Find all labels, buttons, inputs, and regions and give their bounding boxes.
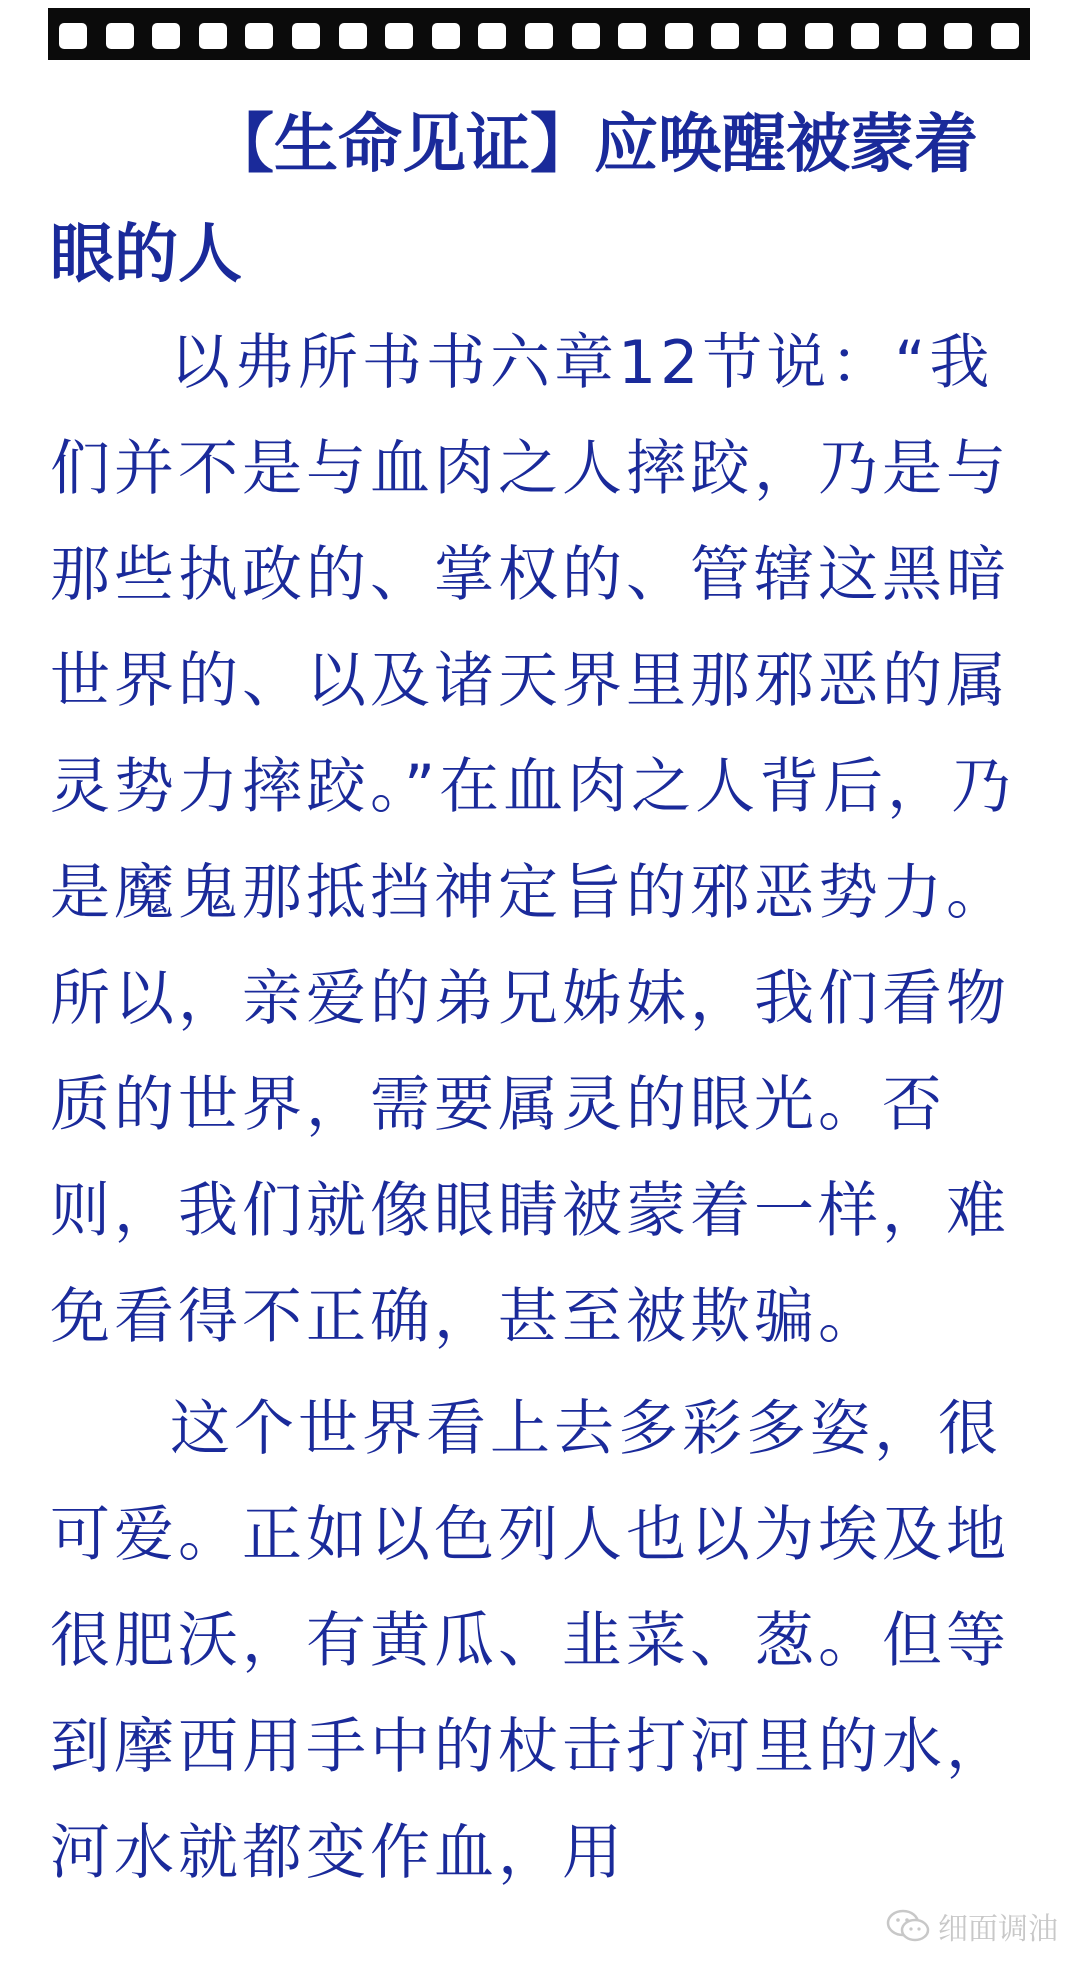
watermark-text: 细面调油 <box>938 1912 1058 1947</box>
wechat-icon <box>886 1909 930 1943</box>
film-hole <box>292 23 320 49</box>
article-body <box>50 90 1030 1906</box>
article-title: 【生命见证】应唤醒被蒙着眼的人 <box>50 108 978 292</box>
film-hole <box>432 23 460 49</box>
film-hole <box>618 23 646 49</box>
film-hole <box>991 23 1019 49</box>
film-hole <box>944 23 972 49</box>
film-strip-banner <box>48 8 1030 60</box>
film-hole <box>898 23 926 49</box>
film-hole <box>106 23 134 49</box>
watermark <box>886 1904 1058 1948</box>
film-hole <box>711 23 739 49</box>
film-hole <box>478 23 506 49</box>
article-paragraph: 这个世界看上去多彩多姿，很可爱。正如以色列人也以为埃及地很肥沃，有黄瓜、韭菜、葱。但等到摩西用手中的杖击打河里的水，河水就都变作血，用 <box>50 1394 1010 1888</box>
film-hole <box>851 23 879 49</box>
film-hole <box>665 23 693 49</box>
film-hole <box>199 23 227 49</box>
film-hole <box>758 23 786 49</box>
film-hole <box>152 23 180 49</box>
film-hole <box>805 23 833 49</box>
film-hole <box>245 23 273 49</box>
article-paragraph: 以弗所书书六章12节说：“我们并不是与血肉之人摔跤，乃是与那些执政的、掌权的、管辖这黑暗世界的、以及诸天界里那邪恶的属灵势力摔跤。”在血肉之人背后，乃是魔鬼那抵挡神定旨的邪恶势力。所以，亲爱的弟兄姊妹，我们看物质的世界，需要属灵的眼光。否则，我们就像眼睛被蒙着一样，难免看得不正确，甚至被欺骗。 <box>50 328 1016 1352</box>
film-holes <box>59 23 1019 49</box>
film-hole <box>385 23 413 49</box>
film-hole <box>339 23 367 49</box>
film-hole <box>525 23 553 49</box>
film-hole <box>572 23 600 49</box>
film-hole <box>59 23 87 49</box>
